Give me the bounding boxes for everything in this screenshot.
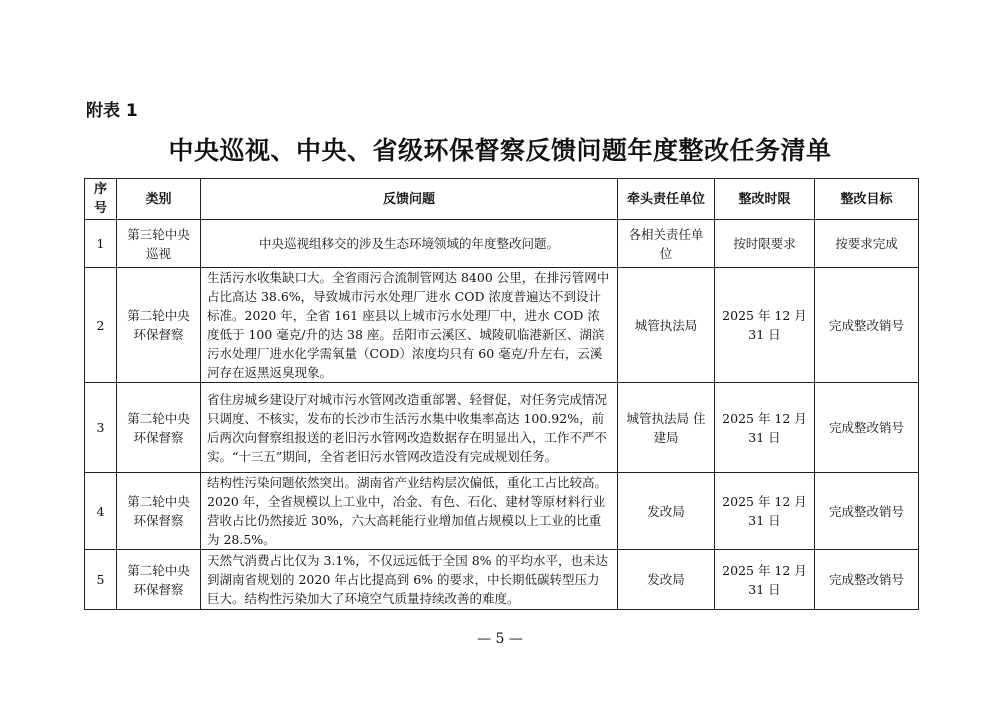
row-category: 第二轮中央环保督察 bbox=[117, 473, 201, 550]
row-category: 第三轮中央巡视 bbox=[117, 220, 201, 268]
header-unit: 牵头责任单位 bbox=[618, 179, 715, 220]
table-row bbox=[85, 550, 919, 610]
row-deadline: 2025 年 12 月 31 日 bbox=[715, 550, 815, 610]
row-deadline: 2025 年 12 月 31 日 bbox=[715, 383, 815, 473]
row-issue: 省住房城乡建设厅对城市污水管网改造重部署、轻督促，对任务完成情况只调度、不核实，发布的长沙市生活污水集中收集率高达 100.92%，前后两次向督察组报送的老旧污水管网改造数据存在明显出入，工作不严不实。“十三五”期间，全省老旧污水管网改造没有完成规划任务。 bbox=[201, 383, 618, 473]
row-issue: 中央巡视组移交的涉及生态环境领域的年度整改问题。 bbox=[201, 220, 618, 268]
row-unit: 发改局 bbox=[618, 550, 715, 610]
row-index: 3 bbox=[85, 383, 117, 473]
header-deadline: 整改时限 bbox=[715, 179, 815, 220]
header-index: 序号 bbox=[85, 179, 117, 220]
task-table bbox=[84, 178, 919, 610]
row-unit: 发改局 bbox=[618, 473, 715, 550]
row-unit: 各相关责任单位 bbox=[618, 220, 715, 268]
page-number: — 5 — bbox=[477, 631, 523, 647]
table-row bbox=[85, 473, 919, 550]
row-category: 第二轮中央环保督察 bbox=[117, 550, 201, 610]
row-deadline: 2025 年 12 月 31 日 bbox=[715, 268, 815, 383]
row-category: 第二轮中央环保督察 bbox=[117, 383, 201, 473]
row-goal: 完成整改销号 bbox=[815, 473, 919, 550]
document-title: 中央巡视、中央、省级环保督察反馈问题年度整改任务清单 bbox=[168, 136, 832, 165]
appendix-label: 附表 1 bbox=[86, 101, 138, 121]
row-deadline: 按时限要求 bbox=[715, 220, 815, 268]
header-issue: 反馈问题 bbox=[201, 179, 618, 220]
row-goal: 完成整改销号 bbox=[815, 383, 919, 473]
row-index: 4 bbox=[85, 473, 117, 550]
row-unit: 城管执法局 住建局 bbox=[618, 383, 715, 473]
row-issue: 天然气消费占比仅为 3.1%，不仅远远低于全国 8% 的平均水平，也未达到湖南省规划的 2020 年占比提高到 6% 的要求，中长期低碳转型压力巨大。结构性污染加大了环境空气质量持续改善的难度。 bbox=[201, 550, 618, 610]
row-deadline: 2025 年 12 月 31 日 bbox=[715, 473, 815, 550]
table-row bbox=[85, 383, 919, 473]
row-goal: 完成整改销号 bbox=[815, 550, 919, 610]
row-goal: 按要求完成 bbox=[815, 220, 919, 268]
row-unit: 城管执法局 bbox=[618, 268, 715, 383]
row-issue: 生活污水收集缺口大。全省雨污合流制管网达 8400 公里，在排污管网中占比高达 38.6%，导致城市污水处理厂进水 COD 浓度普遍达不到设计标准。2020 年，全省 161 座县以上城市污水处理厂中，进水 COD 浓度低于 100 毫克/升的达 38 座。岳阳市云溪区、城陵矶临港新区、湖滨污水处理厂进水化学需氧量（COD）浓度均只有 60 毫克/升左右，云溪河存在返黑返臭现象。 bbox=[201, 268, 618, 383]
row-goal: 完成整改销号 bbox=[815, 268, 919, 383]
row-issue: 结构性污染问题依然突出。湖南省产业结构层次偏低，重化工占比较高。2020 年，全省规模以上工业中，冶金、有色、石化、建材等原材料行业营收占比仍然接近 30%，六大高耗能行业增加值占规模以上工业的比重为 28.5%。 bbox=[201, 473, 618, 550]
header-goal: 整改目标 bbox=[815, 179, 919, 220]
row-index: 2 bbox=[85, 268, 117, 383]
row-index: 5 bbox=[85, 550, 117, 610]
table-row bbox=[85, 220, 919, 268]
header-category: 类别 bbox=[117, 179, 201, 220]
row-category: 第二轮中央环保督察 bbox=[117, 268, 201, 383]
table-row bbox=[85, 268, 919, 383]
table-header-row bbox=[85, 179, 919, 220]
row-index: 1 bbox=[85, 220, 117, 268]
